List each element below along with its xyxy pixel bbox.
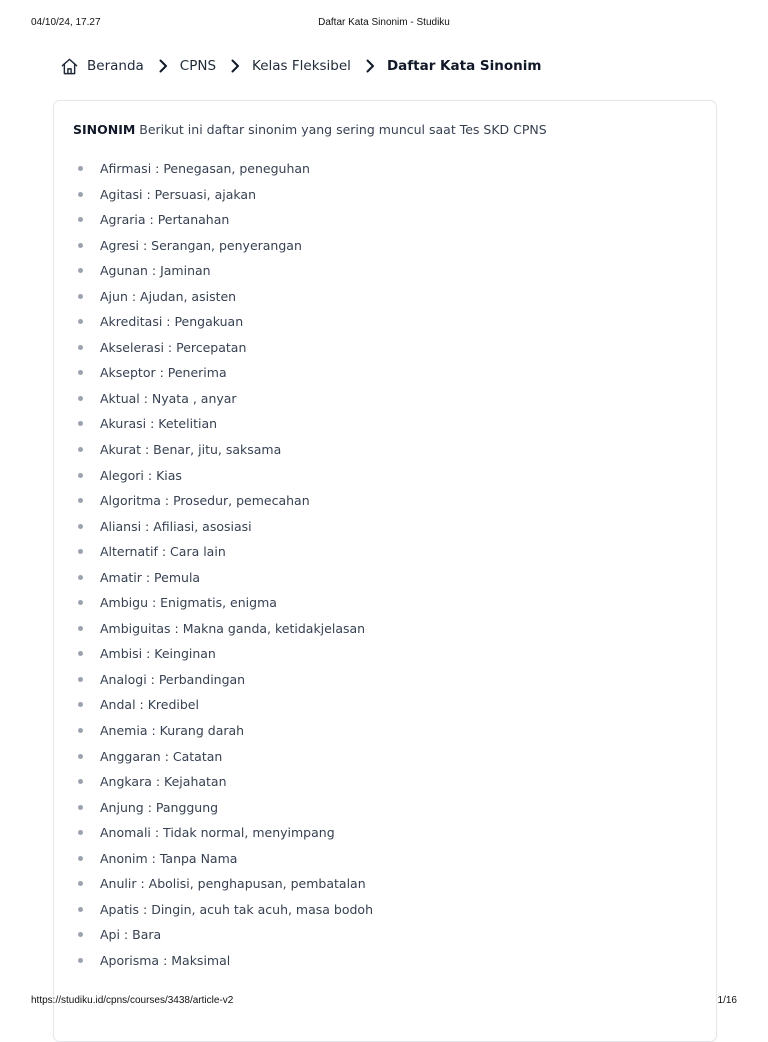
list-item-text: Anomali : Tidak normal, menyimpang xyxy=(100,825,335,841)
list-item xyxy=(54,182,373,208)
list-item xyxy=(54,411,373,437)
bullet-icon xyxy=(78,651,83,656)
bullet-icon xyxy=(78,549,83,554)
list-item xyxy=(54,616,373,642)
bullet-icon xyxy=(78,166,83,171)
list-item-text: Akurasi : Ketelitian xyxy=(100,416,218,432)
list-item-text: Aporisma : Maksimal xyxy=(100,952,231,968)
list-item-text: Aktual : Nyata , anyar xyxy=(100,390,237,406)
list-item xyxy=(54,335,373,361)
list-item xyxy=(54,233,373,259)
bullet-icon xyxy=(78,856,83,861)
list-item xyxy=(54,897,373,923)
list-item-text: Afirmasi : Penegasan, peneguhan xyxy=(100,161,310,176)
bullet-icon xyxy=(78,473,83,478)
list-item xyxy=(54,386,373,412)
list-item xyxy=(54,258,373,284)
article-label: SINONIM xyxy=(73,122,136,137)
list-item-text: Amatir : Pemula xyxy=(100,569,201,585)
chevron-right-icon xyxy=(155,58,171,74)
bullet-icon xyxy=(78,524,83,529)
list-item-text: Anonim : Tanpa Nama xyxy=(100,850,238,866)
list-item-text: Agitasi : Persuasi, ajakan xyxy=(100,186,257,202)
print-page-number: 1/16 xyxy=(717,995,737,1006)
bullet-icon xyxy=(78,268,83,273)
bullet-icon xyxy=(78,626,83,631)
bullet-icon xyxy=(78,421,83,426)
list-item-text: Angkara : Kejahatan xyxy=(100,774,227,790)
article-card xyxy=(53,100,717,1042)
list-item-text: Agresi : Serangan, penyerangan xyxy=(100,237,302,253)
print-footer xyxy=(0,995,768,1009)
bullet-icon xyxy=(78,447,83,452)
bullet-icon xyxy=(78,396,83,401)
list-item xyxy=(54,692,373,718)
list-item xyxy=(54,795,373,821)
bullet-icon xyxy=(78,677,83,682)
home-icon[interactable] xyxy=(60,57,79,76)
list-item-text: Ambigu : Enigmatis, enigma xyxy=(100,595,277,611)
list-item xyxy=(54,463,373,489)
list-item xyxy=(54,871,373,897)
breadcrumb-item-current: Daftar Kata Sinonim xyxy=(386,58,542,74)
bullet-icon xyxy=(78,830,83,835)
breadcrumb xyxy=(60,55,541,77)
list-item xyxy=(54,820,373,846)
list-item xyxy=(54,718,373,744)
list-item xyxy=(54,284,373,310)
bullet-icon xyxy=(78,728,83,733)
list-item-text: Analogi : Perbandingan xyxy=(100,671,246,687)
list-item xyxy=(54,667,373,693)
list-item xyxy=(54,360,373,386)
list-item-text: Anulir : Abolisi, penghapusan, pembatalan xyxy=(100,876,366,892)
breadcrumb-item-kelas-fleksibel[interactable]: Kelas Fleksibel xyxy=(252,58,351,74)
bullet-icon xyxy=(78,754,83,759)
list-item xyxy=(54,948,373,974)
list-item xyxy=(54,437,373,463)
list-item xyxy=(54,590,373,616)
list-item-text: Api : Bara xyxy=(100,927,162,943)
list-item xyxy=(54,744,373,770)
bullet-icon xyxy=(78,958,83,963)
article-intro-text: Berikut ini daftar sinonim yang sering muncul saat Tes SKD CPNS xyxy=(139,122,547,137)
bullet-icon xyxy=(78,319,83,324)
list-item xyxy=(54,207,373,233)
article-intro xyxy=(73,122,547,137)
bullet-icon xyxy=(78,600,83,605)
list-item-text: Akreditasi : Pengakuan xyxy=(100,314,244,330)
list-item-text: Akseptor : Penerima xyxy=(100,365,227,381)
list-item-text: Alegori : Kias xyxy=(100,467,182,483)
print-header xyxy=(0,17,768,31)
bullet-icon xyxy=(78,192,83,197)
breadcrumb-item-beranda[interactable]: Beranda xyxy=(87,58,144,74)
list-item xyxy=(54,565,373,591)
print-url: https://studiku.id/cpns/courses/3438/article-v2 xyxy=(31,995,234,1006)
list-item-text: Agunan : Jaminan xyxy=(100,263,211,279)
print-datetime: 04/10/24, 17.27 xyxy=(31,17,101,28)
list-item xyxy=(54,156,373,182)
list-item-text: Ambisi : Keinginan xyxy=(100,646,216,662)
bullet-icon xyxy=(78,932,83,937)
list-item-text: Ambiguitas : Makna ganda, ketidakjelasan xyxy=(100,620,366,636)
bullet-icon xyxy=(78,779,83,784)
list-item-text: Apatis : Dingin, acuh tak acuh, masa bodoh xyxy=(100,901,374,917)
print-page-title: Daftar Kata Sinonim - Studiku xyxy=(318,17,450,28)
list-item-text: Anemia : Kurang darah xyxy=(100,723,245,739)
list-item xyxy=(54,514,373,540)
list-item-text: Akselerasi : Percepatan xyxy=(100,339,247,355)
list-item xyxy=(54,539,373,565)
bullet-icon xyxy=(78,370,83,375)
list-item-text: Akurat : Benar, jitu, saksama xyxy=(100,442,282,458)
list-item xyxy=(54,769,373,795)
synonym-list xyxy=(54,156,373,974)
bullet-icon xyxy=(78,702,83,707)
bullet-icon xyxy=(78,805,83,810)
bullet-icon xyxy=(78,294,83,299)
bullet-icon xyxy=(78,217,83,222)
list-item-text: Andal : Kredibel xyxy=(100,697,199,713)
list-item-text: Algoritma : Prosedur, pemecahan xyxy=(100,493,310,509)
bullet-icon xyxy=(78,498,83,503)
list-item-text: Agraria : Pertanahan xyxy=(100,212,230,228)
list-item-text: Aliansi : Afiliasi, asosiasi xyxy=(100,518,252,534)
bullet-icon xyxy=(78,243,83,248)
bullet-icon xyxy=(78,881,83,886)
list-item-text: Alternatif : Cara lain xyxy=(100,544,226,560)
list-item-text: Ajun : Ajudan, asisten xyxy=(100,288,237,304)
list-item xyxy=(54,488,373,514)
list-item-text: Anggaran : Catatan xyxy=(100,748,223,764)
breadcrumb-item-cpns[interactable]: CPNS xyxy=(179,58,217,74)
bullet-icon xyxy=(78,907,83,912)
bullet-icon xyxy=(78,345,83,350)
chevron-right-icon xyxy=(227,58,243,74)
list-item xyxy=(54,641,373,667)
list-item xyxy=(54,922,373,948)
list-item xyxy=(54,846,373,872)
list-item xyxy=(54,309,373,335)
bullet-icon xyxy=(78,575,83,580)
list-item-text: Anjung : Panggung xyxy=(100,799,219,815)
chevron-right-icon xyxy=(362,58,378,74)
